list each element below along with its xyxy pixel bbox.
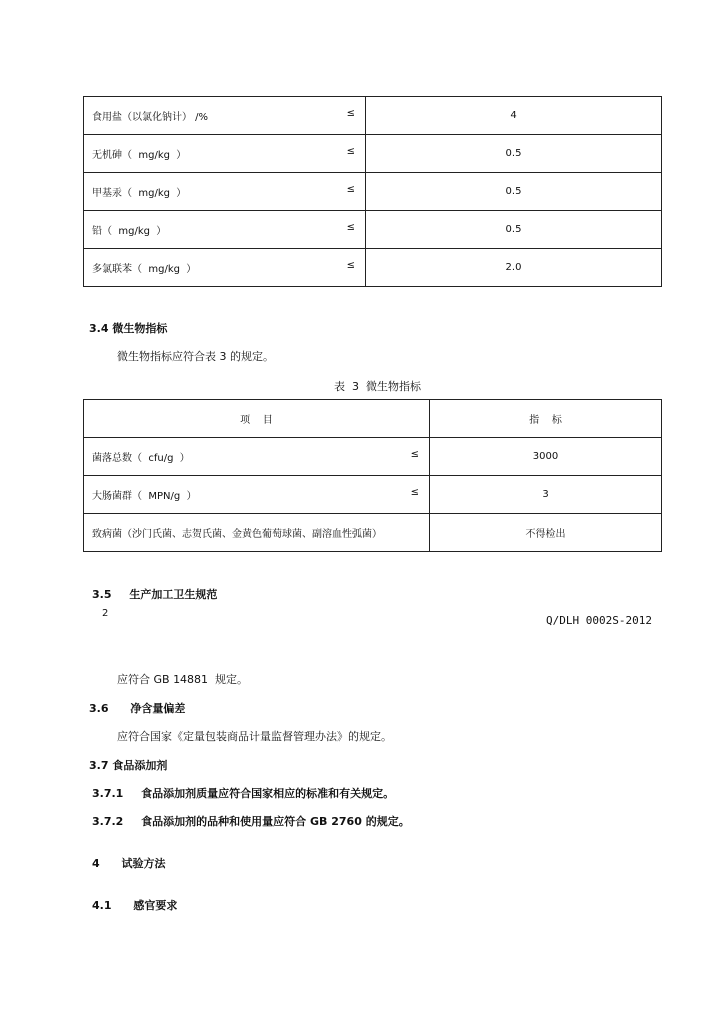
less-equal-symbol: ≤: [346, 260, 355, 271]
less-equal-symbol: ≤: [346, 184, 355, 195]
section-4-1-num: 4.1: [92, 899, 112, 912]
contaminant-row: [84, 135, 662, 173]
section-3-6-num: 3.6: [89, 702, 109, 715]
contaminant-item-cell: [84, 211, 366, 249]
section-3-6-text: 应符合国家《定量包装商品计量监督管理办法》的规定。: [117, 730, 392, 743]
contaminant-value-cell: 0.5: [366, 173, 662, 211]
contaminant-item-label: 铅（ mg/kg ）: [92, 226, 167, 237]
table3-header-item: 项 目: [84, 400, 430, 438]
contaminant-item-label: 无机砷（ mg/kg ）: [92, 150, 187, 161]
microbe-value-cell: 不得检出: [430, 514, 662, 552]
microbe-item-label: 致病菌（沙门氏菌、志贺氏菌、金黄色葡萄球菌、副溶血性弧菌）: [92, 529, 382, 540]
section-3-7-2-text: 食品添加剂的品种和使用量应符合 GB 2760 的规定。: [141, 815, 410, 828]
table3-caption: 表 3 微生物指标: [334, 380, 421, 393]
table3-header-row: [84, 400, 662, 438]
microbe-item-label: 菌落总数（ cfu/g ）: [92, 453, 190, 464]
contaminant-item-label: 多氯联苯（ mg/kg ）: [92, 264, 197, 275]
table3-header-value: 指 标: [430, 400, 662, 438]
microbe-item-cell: [84, 514, 430, 552]
document-code: Q/DLH 0002S-2012: [546, 614, 652, 627]
page-number: 2: [102, 608, 109, 619]
less-equal-symbol: ≤: [410, 449, 419, 460]
contaminant-value-cell: 0.5: [366, 135, 662, 173]
microbe-value-cell: 3: [430, 476, 662, 514]
microbe-row: [84, 476, 662, 514]
contaminant-value-cell: 0.5: [366, 211, 662, 249]
less-equal-symbol: ≤: [346, 222, 355, 233]
microbe-row: [84, 438, 662, 476]
section-3-7-2: [92, 813, 410, 829]
contaminant-item-cell: [84, 97, 366, 135]
section-4-1-title: 感官要求: [133, 899, 178, 912]
section-3-4-text: 微生物指标应符合表 3 的规定。: [117, 350, 274, 363]
less-equal-symbol: ≤: [346, 146, 355, 157]
microbe-value-cell: 3000: [430, 438, 662, 476]
microbe-item-cell: [84, 476, 430, 514]
section-3-7-2-num: 3.7.2: [92, 815, 124, 828]
section-3-7-heading: 3.7 食品添加剂: [89, 759, 168, 772]
less-equal-symbol: ≤: [410, 487, 419, 498]
section-3-4-heading: 3.4 微生物指标: [89, 322, 168, 335]
section-4-title: 试验方法: [121, 857, 166, 870]
section-4-num: 4: [92, 857, 100, 870]
contaminant-row: [84, 211, 662, 249]
section-4-heading: [92, 855, 166, 871]
contaminant-value-cell: 4: [366, 97, 662, 135]
section-4-1-heading: [92, 897, 177, 913]
microbial-limits-table: [83, 399, 662, 552]
microbe-item-cell: [84, 438, 430, 476]
section-3-7-1-text: 食品添加剂质量应符合国家相应的标准和有关规定。: [141, 787, 395, 800]
section-3-5-title: 生产加工卫生规范: [129, 588, 218, 601]
section-3-5-text: 应符合 GB 14881 规定。: [117, 673, 249, 686]
contaminant-row: [84, 97, 662, 135]
section-3-6-title: 净含量偏差: [130, 702, 186, 715]
contaminant-item-cell: [84, 173, 366, 211]
contaminant-limits-table: [83, 96, 662, 287]
contaminant-item-cell: [84, 249, 366, 287]
section-3-6-heading: [89, 700, 185, 716]
microbe-item-label: 大肠菌群（ MPN/g ）: [92, 491, 197, 502]
less-equal-symbol: ≤: [346, 108, 355, 119]
contaminant-value-cell: 2.0: [366, 249, 662, 287]
contaminant-item-cell: [84, 135, 366, 173]
section-3-5-heading: [92, 586, 217, 602]
section-3-7-1-num: 3.7.1: [92, 787, 124, 800]
contaminant-row: [84, 249, 662, 287]
section-3-7-1: [92, 785, 394, 801]
microbe-row: [84, 514, 662, 552]
contaminant-item-label: 甲基汞（ mg/kg ）: [92, 188, 187, 199]
section-3-5-num: 3.5: [92, 588, 112, 601]
contaminant-row: [84, 173, 662, 211]
contaminant-item-label: 食用盐（以氯化钠计） /%: [92, 112, 209, 123]
